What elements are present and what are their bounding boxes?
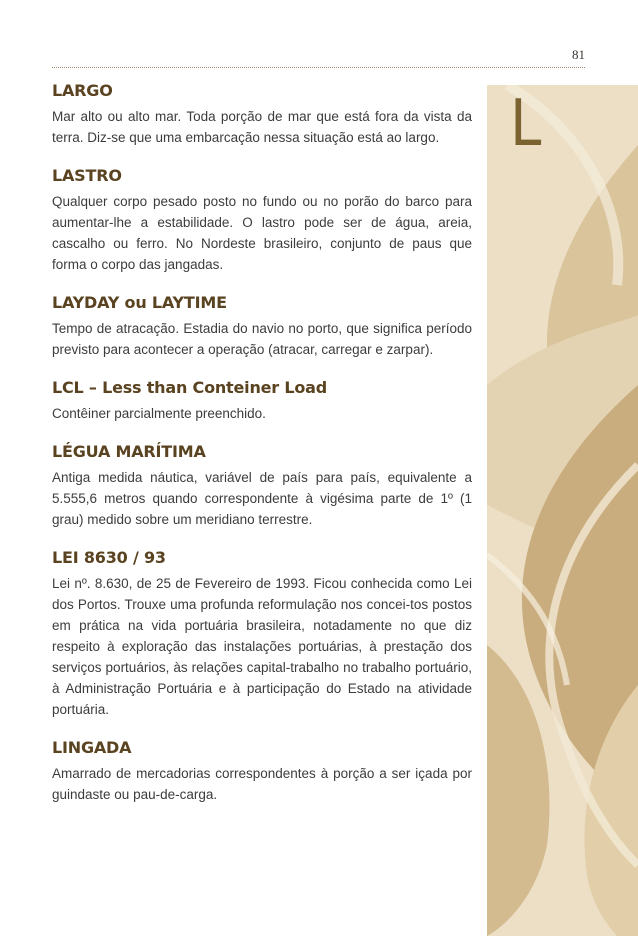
entry-definition: Tempo de atracação. Estadia do navio no porto, que significa período previsto para acontecer a operação (atracar, carregar e zarpar).	[52, 321, 472, 357]
entry-term: LASTRO	[52, 166, 122, 185]
entry-term: LARGO	[52, 81, 113, 100]
header-dotted-rule	[52, 67, 585, 68]
decorative-wave-graphic	[487, 85, 638, 936]
glossary-entries	[52, 80, 472, 822]
entry-term: LAYDAY ou LAYTIME	[52, 293, 227, 312]
page-number: 81	[572, 47, 585, 62]
glossary-entry	[52, 377, 472, 424]
entry-definition: Contêiner parcialmente preenchido.	[52, 406, 266, 421]
entry-term: LÉGUA MARÍTIMA	[52, 442, 206, 461]
chapter-side-panel	[487, 85, 638, 936]
entry-definition: Mar alto ou alto mar. Toda porção de mar que está fora da vista da terra. Diz-se que uma embarcação nessa situação está ao largo.	[52, 109, 472, 145]
entry-term: LCL – Less than Conteiner Load	[52, 378, 327, 397]
chapter-letter: L	[510, 87, 542, 161]
glossary-entry	[52, 441, 472, 530]
entry-term: LEI 8630 / 93	[52, 548, 166, 567]
glossary-entry	[52, 165, 472, 275]
entry-definition: Amarrado de mercadorias correspondentes à porção a ser içada por guindaste ou pau-de-carga.	[52, 766, 472, 802]
entry-term: LINGADA	[52, 738, 132, 757]
glossary-entry	[52, 80, 472, 148]
glossary-entry	[52, 737, 472, 805]
glossary-entry	[52, 292, 472, 360]
entry-definition: Qualquer corpo pesado posto no fundo ou no porão do barco para aumentar-lhe a estabilidade. O lastro pode ser de água, areia, cascalho ou ferro. No Nordeste brasileiro, conjunto de paus que forma o corpo das jangadas.	[52, 194, 472, 272]
glossary-entry	[52, 547, 472, 720]
entry-definition: Antiga medida náutica, variável de país para país, equivalente a 5.555,6 metros quando correspondente à vigésima parte de 1º (1 grau) medido sobre um meridiano terrestre.	[52, 470, 472, 527]
entry-definition: Lei nº. 8.630, de 25 de Fevereiro de 1993. Ficou conhecida como Lei dos Portos. Trouxe uma profunda reformulação nos concei-tos postos em prática na vida portuária brasileira, notadamente no que diz respeito à exploração das instalações portuárias, à prestação dos serviços portuários, às relações capital-trabalho no trabalho portuário, à Administração Portuária e à participação do Estado na atividade portuária.	[52, 576, 472, 717]
